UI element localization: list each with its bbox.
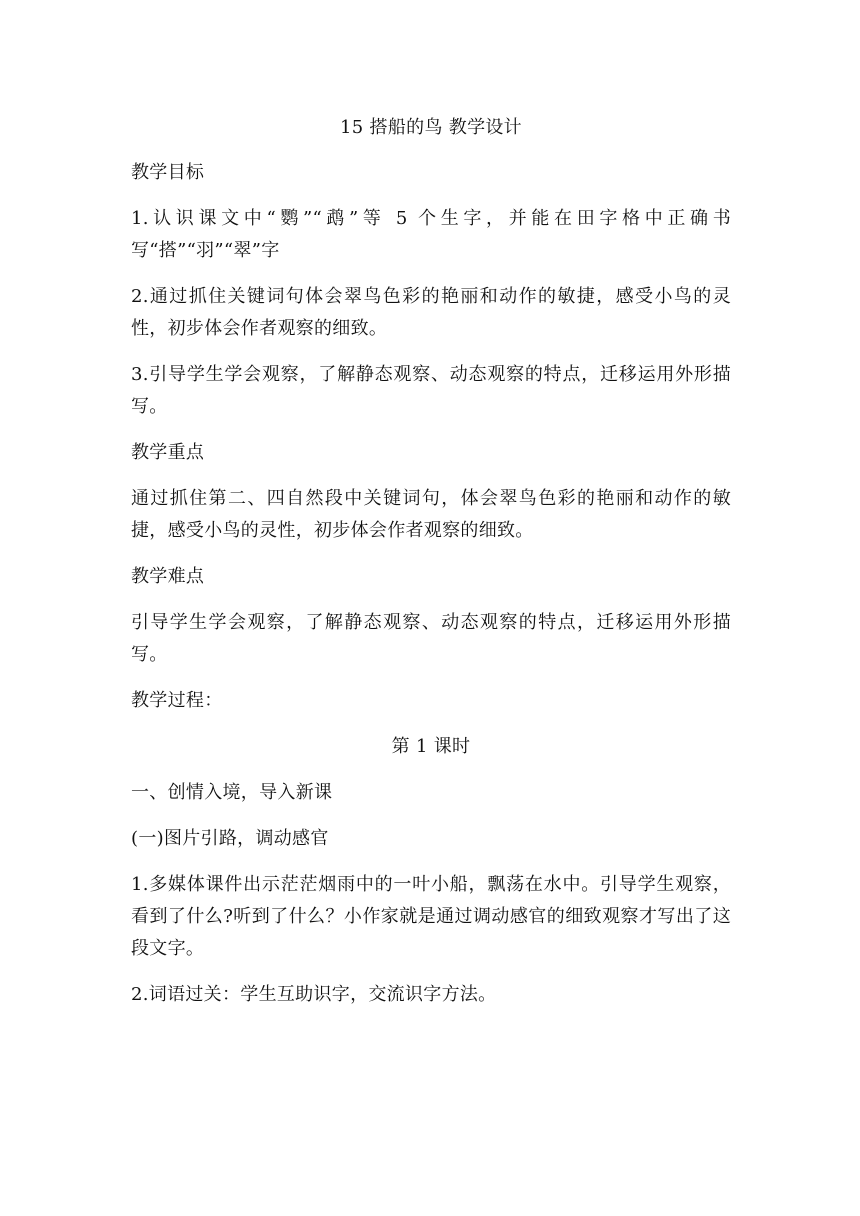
section-heading-process: 教学过程： — [131, 690, 223, 711]
key-points-text: 通过抓住第二、四自然段中关键词句，体会翠鸟色彩的艳丽和动作的敏捷，感受小鸟的灵性，初步体会作者观察的细致。 — [131, 488, 731, 541]
step-item-1: 1.多媒体课件出示茫茫烟雨中的一叶小船，飘荡在水中。引导学生观察，看到了什么?听到了什么？小作家就是通过调动感官的细致观察才写出了这段文字。 — [131, 874, 731, 959]
section-heading-key-points: 教学重点 — [131, 442, 205, 463]
section-heading-difficulties: 教学难点 — [131, 566, 205, 587]
goal-item-2: 2.通过抓住关键词句体会翠鸟色彩的艳丽和动作的敏捷，感受小鸟的灵性，初步体会作者观察的细致。 — [131, 286, 731, 339]
document-title: 15 搭船的鸟 教学设计 — [340, 117, 522, 138]
part-heading-1: 一、创情入境，导入新课 — [131, 782, 333, 803]
difficulties-text: 引导学生学会观察，了解静态观察、动态观察的特点，迁移运用外形描写。 — [131, 612, 731, 665]
section-heading-goals: 教学目标 — [131, 162, 205, 183]
goal-item-1: 1.认识课文中“鹦”“鹉”等 5 个生字，并能在田字格中正确书写“搭”“羽”“翠”字 — [131, 208, 731, 261]
lesson-label: 第 1 课时 — [391, 736, 471, 757]
goal-item-3: 3.引导学生学会观察，了解静态观察、动态观察的特点，迁移运用外形描写。 — [131, 364, 731, 417]
subpart-heading-1: (一)图片引路，调动感官 — [131, 828, 329, 849]
step-item-2: 2.词语过关：学生互助识字，交流识字方法。 — [131, 984, 497, 1005]
document-body — [131, 114, 731, 1025]
